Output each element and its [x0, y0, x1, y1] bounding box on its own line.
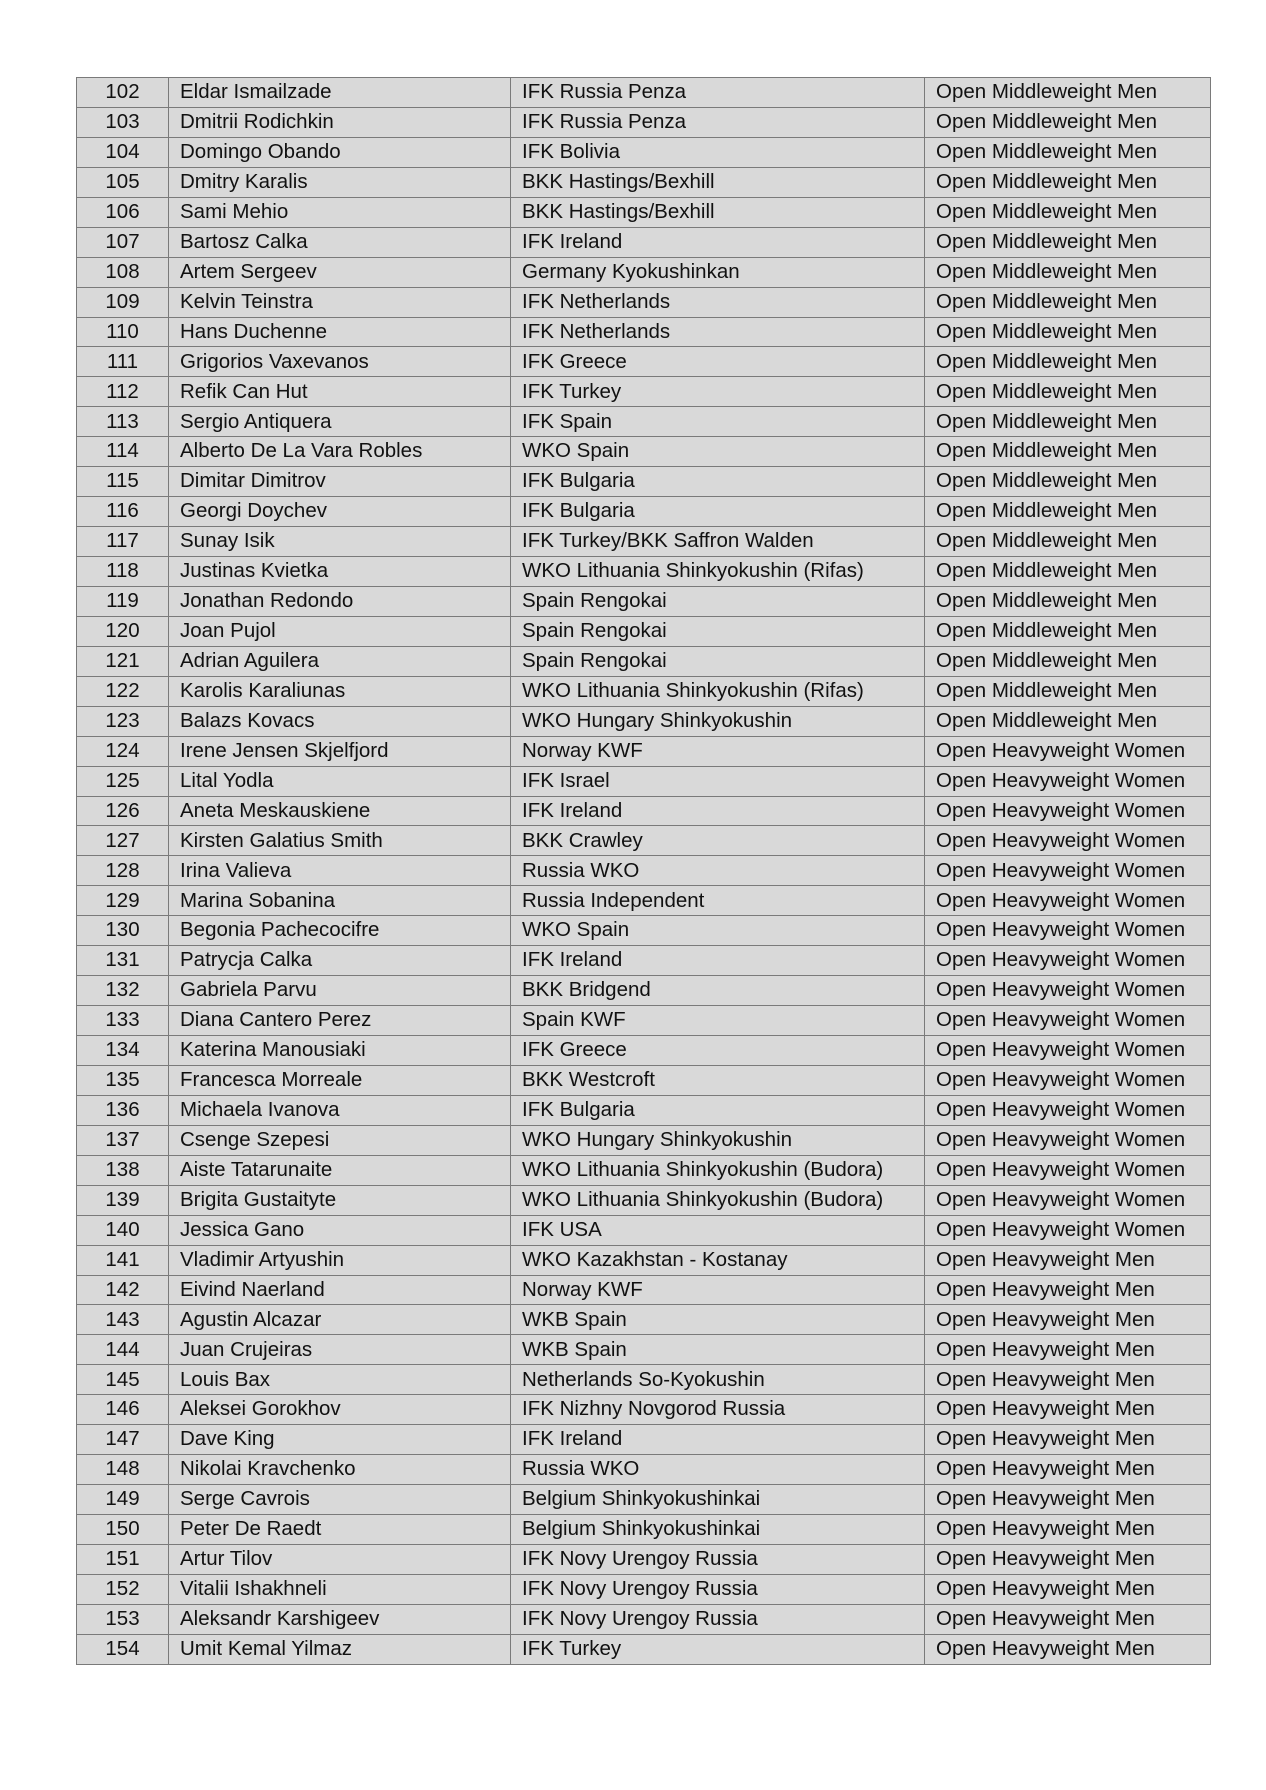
participant-club: WKO Lithuania Shinkyokushin (Budora): [511, 1185, 925, 1215]
table-row: [77, 107, 1211, 137]
participant-name: Juan Crujeiras: [169, 1335, 511, 1365]
table-row: [77, 1604, 1211, 1634]
row-number: 132: [77, 976, 169, 1006]
table-row: [77, 1215, 1211, 1245]
participant-club: Spain Rengokai: [511, 646, 925, 676]
participant-category: Open Heavyweight Men: [925, 1515, 1211, 1545]
table-row: [77, 646, 1211, 676]
participant-name: Serge Cavrois: [169, 1485, 511, 1515]
participant-club: Netherlands So-Kyokushin: [511, 1365, 925, 1395]
participant-category: Open Middleweight Men: [925, 78, 1211, 108]
participant-name: Grigorios Vaxevanos: [169, 347, 511, 377]
row-number: 151: [77, 1544, 169, 1574]
participant-club: Germany Kyokushinkan: [511, 257, 925, 287]
participant-name: Louis Bax: [169, 1365, 511, 1395]
participant-category: Open Heavyweight Men: [925, 1245, 1211, 1275]
participant-club: IFK Spain: [511, 407, 925, 437]
participant-name: Irene Jensen Skjelfjord: [169, 736, 511, 766]
table-row: [77, 1425, 1211, 1455]
participant-category: Open Heavyweight Women: [925, 1155, 1211, 1185]
participant-name: Patrycja Calka: [169, 946, 511, 976]
participant-category: Open Heavyweight Men: [925, 1604, 1211, 1634]
participant-club: Norway KWF: [511, 736, 925, 766]
participant-category: Open Heavyweight Men: [925, 1485, 1211, 1515]
row-number: 150: [77, 1515, 169, 1545]
table-row: [77, 1485, 1211, 1515]
participant-name: Hans Duchenne: [169, 317, 511, 347]
participant-club: WKO Spain: [511, 916, 925, 946]
participant-name: Aleksandr Karshigeev: [169, 1604, 511, 1634]
participant-name: Lital Yodla: [169, 766, 511, 796]
row-number: 141: [77, 1245, 169, 1275]
row-number: 119: [77, 586, 169, 616]
row-number: 149: [77, 1485, 169, 1515]
participant-category: Open Middleweight Men: [925, 407, 1211, 437]
row-number: 130: [77, 916, 169, 946]
participant-name: Vladimir Artyushin: [169, 1245, 511, 1275]
participant-club: Belgium Shinkyokushinkai: [511, 1485, 925, 1515]
participants-table-body: [77, 78, 1211, 1665]
participant-club: IFK Greece: [511, 347, 925, 377]
row-number: 135: [77, 1065, 169, 1095]
table-row: [77, 796, 1211, 826]
participant-category: Open Middleweight Men: [925, 437, 1211, 467]
table-row: [77, 1574, 1211, 1604]
row-number: 140: [77, 1215, 169, 1245]
table-row: [77, 347, 1211, 377]
row-number: 147: [77, 1425, 169, 1455]
participant-club: WKO Lithuania Shinkyokushin (Budora): [511, 1155, 925, 1185]
participant-category: Open Middleweight Men: [925, 287, 1211, 317]
table-row: [77, 557, 1211, 587]
participant-club: IFK Turkey/BKK Saffron Walden: [511, 527, 925, 557]
participant-club: Russia WKO: [511, 856, 925, 886]
row-number: 146: [77, 1395, 169, 1425]
participant-club: WKO Hungary Shinkyokushin: [511, 1125, 925, 1155]
participant-name: Aiste Tatarunaite: [169, 1155, 511, 1185]
participant-club: IFK Russia Penza: [511, 107, 925, 137]
participant-name: Jessica Gano: [169, 1215, 511, 1245]
row-number: 136: [77, 1095, 169, 1125]
participant-category: Open Middleweight Men: [925, 167, 1211, 197]
participant-name: Adrian Aguilera: [169, 646, 511, 676]
participant-name: Katerina Manousiaki: [169, 1036, 511, 1066]
participant-club: WKO Spain: [511, 437, 925, 467]
participant-name: Kirsten Galatius Smith: [169, 826, 511, 856]
row-number: 118: [77, 557, 169, 587]
participant-club: IFK Bulgaria: [511, 497, 925, 527]
participant-name: Gabriela Parvu: [169, 976, 511, 1006]
row-number: 139: [77, 1185, 169, 1215]
row-number: 152: [77, 1574, 169, 1604]
participant-club: IFK Russia Penza: [511, 78, 925, 108]
row-number: 114: [77, 437, 169, 467]
participant-name: Dmitry Karalis: [169, 167, 511, 197]
participant-category: Open Middleweight Men: [925, 497, 1211, 527]
participant-category: Open Middleweight Men: [925, 227, 1211, 257]
participant-category: Open Heavyweight Women: [925, 886, 1211, 916]
row-number: 129: [77, 886, 169, 916]
row-number: 148: [77, 1455, 169, 1485]
row-number: 145: [77, 1365, 169, 1395]
participant-club: WKO Lithuania Shinkyokushin (Rifas): [511, 676, 925, 706]
participant-name: Agustin Alcazar: [169, 1305, 511, 1335]
participant-category: Open Heavyweight Women: [925, 766, 1211, 796]
row-number: 111: [77, 347, 169, 377]
row-number: 113: [77, 407, 169, 437]
row-number: 144: [77, 1335, 169, 1365]
participant-club: IFK Ireland: [511, 1425, 925, 1455]
table-row: [77, 946, 1211, 976]
participant-category: Open Heavyweight Men: [925, 1634, 1211, 1664]
row-number: 142: [77, 1275, 169, 1305]
table-row: [77, 287, 1211, 317]
participant-name: Aleksei Gorokhov: [169, 1395, 511, 1425]
participant-name: Peter De Raedt: [169, 1515, 511, 1545]
table-row: [77, 1006, 1211, 1036]
participant-name: Artur Tilov: [169, 1544, 511, 1574]
table-row: [77, 527, 1211, 557]
table-row: [77, 377, 1211, 407]
row-number: 106: [77, 197, 169, 227]
table-row: [77, 766, 1211, 796]
table-row: [77, 467, 1211, 497]
participant-name: Balazs Kovacs: [169, 706, 511, 736]
participant-category: Open Heavyweight Men: [925, 1335, 1211, 1365]
participant-category: Open Middleweight Men: [925, 646, 1211, 676]
participant-category: Open Middleweight Men: [925, 616, 1211, 646]
participant-category: Open Heavyweight Women: [925, 826, 1211, 856]
table-row: [77, 407, 1211, 437]
participant-club: IFK Israel: [511, 766, 925, 796]
table-row: [77, 856, 1211, 886]
row-number: 154: [77, 1634, 169, 1664]
table-row: [77, 78, 1211, 108]
row-number: 112: [77, 377, 169, 407]
participant-name: Eivind Naerland: [169, 1275, 511, 1305]
participant-category: Open Heavyweight Women: [925, 856, 1211, 886]
participant-category: Open Middleweight Men: [925, 317, 1211, 347]
table-row: [77, 1155, 1211, 1185]
table-row: [77, 197, 1211, 227]
table-row: [77, 437, 1211, 467]
participant-name: Artem Sergeev: [169, 257, 511, 287]
participant-name: Alberto De La Vara Robles: [169, 437, 511, 467]
row-number: 103: [77, 107, 169, 137]
participant-category: Open Middleweight Men: [925, 527, 1211, 557]
table-row: [77, 1335, 1211, 1365]
participant-club: IFK Nizhny Novgorod Russia: [511, 1395, 925, 1425]
row-number: 117: [77, 527, 169, 557]
participant-category: Open Heavyweight Women: [925, 946, 1211, 976]
participant-club: Russia Independent: [511, 886, 925, 916]
participant-category: Open Middleweight Men: [925, 107, 1211, 137]
row-number: 153: [77, 1604, 169, 1634]
participant-name: Domingo Obando: [169, 137, 511, 167]
participant-category: Open Heavyweight Men: [925, 1275, 1211, 1305]
participant-category: Open Heavyweight Women: [925, 1036, 1211, 1066]
participant-name: Karolis Karaliunas: [169, 676, 511, 706]
participant-category: Open Middleweight Men: [925, 197, 1211, 227]
participant-category: Open Middleweight Men: [925, 706, 1211, 736]
table-row: [77, 1544, 1211, 1574]
participant-category: Open Heavyweight Women: [925, 1125, 1211, 1155]
participant-club: IFK Netherlands: [511, 287, 925, 317]
row-number: 138: [77, 1155, 169, 1185]
participant-club: IFK Bulgaria: [511, 1095, 925, 1125]
table-row: [77, 257, 1211, 287]
participant-category: Open Heavyweight Women: [925, 1185, 1211, 1215]
table-row: [77, 497, 1211, 527]
table-row: [77, 1185, 1211, 1215]
participant-club: IFK Greece: [511, 1036, 925, 1066]
row-number: 133: [77, 1006, 169, 1036]
row-number: 108: [77, 257, 169, 287]
participant-name: Jonathan Redondo: [169, 586, 511, 616]
participant-name: Begonia Pachecocifre: [169, 916, 511, 946]
row-number: 110: [77, 317, 169, 347]
participant-club: IFK Bolivia: [511, 137, 925, 167]
table-row: [77, 1095, 1211, 1125]
participant-name: Kelvin Teinstra: [169, 287, 511, 317]
row-number: 128: [77, 856, 169, 886]
row-number: 115: [77, 467, 169, 497]
participant-club: BKK Crawley: [511, 826, 925, 856]
row-number: 102: [77, 78, 169, 108]
table-row: [77, 736, 1211, 766]
participant-category: Open Heavyweight Women: [925, 916, 1211, 946]
participant-club: Belgium Shinkyokushinkai: [511, 1515, 925, 1545]
participant-club: IFK Novy Urengoy Russia: [511, 1574, 925, 1604]
row-number: 143: [77, 1305, 169, 1335]
table-row: [77, 976, 1211, 1006]
table-row: [77, 616, 1211, 646]
participant-club: WKO Lithuania Shinkyokushin (Rifas): [511, 557, 925, 587]
participant-category: Open Heavyweight Men: [925, 1574, 1211, 1604]
participant-club: IFK Turkey: [511, 1634, 925, 1664]
row-number: 116: [77, 497, 169, 527]
participant-club: Russia WKO: [511, 1455, 925, 1485]
participant-category: Open Middleweight Men: [925, 557, 1211, 587]
row-number: 124: [77, 736, 169, 766]
participant-name: Michaela Ivanova: [169, 1095, 511, 1125]
table-row: [77, 1275, 1211, 1305]
participant-name: Dave King: [169, 1425, 511, 1455]
participant-club: Spain KWF: [511, 1006, 925, 1036]
participant-name: Csenge Szepesi: [169, 1125, 511, 1155]
participant-name: Irina Valieva: [169, 856, 511, 886]
participant-category: Open Heavyweight Women: [925, 1065, 1211, 1095]
row-number: 125: [77, 766, 169, 796]
participant-category: Open Heavyweight Men: [925, 1425, 1211, 1455]
table-row: [77, 1634, 1211, 1664]
table-row: [77, 1065, 1211, 1095]
table-row: [77, 706, 1211, 736]
participant-category: Open Heavyweight Women: [925, 1095, 1211, 1125]
participants-table: [76, 77, 1211, 1665]
participant-category: Open Middleweight Men: [925, 137, 1211, 167]
table-row: [77, 1245, 1211, 1275]
participant-category: Open Middleweight Men: [925, 347, 1211, 377]
participant-name: Sami Mehio: [169, 197, 511, 227]
table-row: [77, 1305, 1211, 1335]
participant-category: Open Heavyweight Men: [925, 1395, 1211, 1425]
participant-club: WKO Kazakhstan - Kostanay: [511, 1245, 925, 1275]
participant-club: IFK Novy Urengoy Russia: [511, 1604, 925, 1634]
participant-club: Norway KWF: [511, 1275, 925, 1305]
participant-name: Francesca Morreale: [169, 1065, 511, 1095]
row-number: 137: [77, 1125, 169, 1155]
table-row: [77, 886, 1211, 916]
participant-club: WKB Spain: [511, 1335, 925, 1365]
participant-club: WKB Spain: [511, 1305, 925, 1335]
participant-category: Open Heavyweight Men: [925, 1365, 1211, 1395]
row-number: 126: [77, 796, 169, 826]
participant-club: IFK Ireland: [511, 227, 925, 257]
participant-club: Spain Rengokai: [511, 616, 925, 646]
row-number: 134: [77, 1036, 169, 1066]
row-number: 131: [77, 946, 169, 976]
participant-club: BKK Westcroft: [511, 1065, 925, 1095]
participant-category: Open Middleweight Men: [925, 467, 1211, 497]
row-number: 127: [77, 826, 169, 856]
participant-category: Open Heavyweight Men: [925, 1544, 1211, 1574]
participant-name: Dmitrii Rodichkin: [169, 107, 511, 137]
participant-name: Bartosz Calka: [169, 227, 511, 257]
participant-club: IFK Netherlands: [511, 317, 925, 347]
row-number: 107: [77, 227, 169, 257]
table-row: [77, 227, 1211, 257]
participant-category: Open Middleweight Men: [925, 676, 1211, 706]
participant-club: BKK Hastings/Bexhill: [511, 167, 925, 197]
participant-name: Diana Cantero Perez: [169, 1006, 511, 1036]
participant-club: IFK Novy Urengoy Russia: [511, 1544, 925, 1574]
participant-category: Open Heavyweight Women: [925, 796, 1211, 826]
participant-name: Refik Can Hut: [169, 377, 511, 407]
table-row: [77, 1515, 1211, 1545]
participant-club: IFK USA: [511, 1215, 925, 1245]
participant-club: IFK Bulgaria: [511, 467, 925, 497]
table-row: [77, 1395, 1211, 1425]
participant-name: Dimitar Dimitrov: [169, 467, 511, 497]
table-row: [77, 1036, 1211, 1066]
table-row: [77, 826, 1211, 856]
participant-name: Aneta Meskauskiene: [169, 796, 511, 826]
participant-club: IFK Ireland: [511, 796, 925, 826]
participant-name: Georgi Doychev: [169, 497, 511, 527]
participant-category: Open Heavyweight Men: [925, 1305, 1211, 1335]
table-row: [77, 167, 1211, 197]
participant-name: Sunay Isik: [169, 527, 511, 557]
participant-category: Open Heavyweight Men: [925, 1455, 1211, 1485]
participant-category: Open Heavyweight Women: [925, 1006, 1211, 1036]
participant-category: Open Middleweight Men: [925, 586, 1211, 616]
row-number: 121: [77, 646, 169, 676]
participant-name: Nikolai Kravchenko: [169, 1455, 511, 1485]
table-row: [77, 317, 1211, 347]
participant-name: Eldar Ismailzade: [169, 78, 511, 108]
participant-name: Vitalii Ishakhneli: [169, 1574, 511, 1604]
participant-club: BKK Bridgend: [511, 976, 925, 1006]
row-number: 109: [77, 287, 169, 317]
participant-name: Marina Sobanina: [169, 886, 511, 916]
table-row: [77, 916, 1211, 946]
participant-club: IFK Turkey: [511, 377, 925, 407]
participant-name: Umit Kemal Yilmaz: [169, 1634, 511, 1664]
participant-category: Open Heavyweight Women: [925, 1215, 1211, 1245]
participant-club: BKK Hastings/Bexhill: [511, 197, 925, 227]
participant-category: Open Heavyweight Women: [925, 736, 1211, 766]
participant-name: Joan Pujol: [169, 616, 511, 646]
table-row: [77, 586, 1211, 616]
participant-category: Open Heavyweight Women: [925, 976, 1211, 1006]
row-number: 122: [77, 676, 169, 706]
row-number: 104: [77, 137, 169, 167]
participant-name: Justinas Kvietka: [169, 557, 511, 587]
table-row: [77, 676, 1211, 706]
table-row: [77, 1125, 1211, 1155]
table-row: [77, 137, 1211, 167]
participant-name: Sergio Antiquera: [169, 407, 511, 437]
participant-club: WKO Hungary Shinkyokushin: [511, 706, 925, 736]
table-row: [77, 1365, 1211, 1395]
participant-club: IFK Ireland: [511, 946, 925, 976]
participant-club: Spain Rengokai: [511, 586, 925, 616]
participant-category: Open Middleweight Men: [925, 377, 1211, 407]
table-row: [77, 1455, 1211, 1485]
participant-category: Open Middleweight Men: [925, 257, 1211, 287]
row-number: 105: [77, 167, 169, 197]
row-number: 123: [77, 706, 169, 736]
participant-name: Brigita Gustaityte: [169, 1185, 511, 1215]
row-number: 120: [77, 616, 169, 646]
